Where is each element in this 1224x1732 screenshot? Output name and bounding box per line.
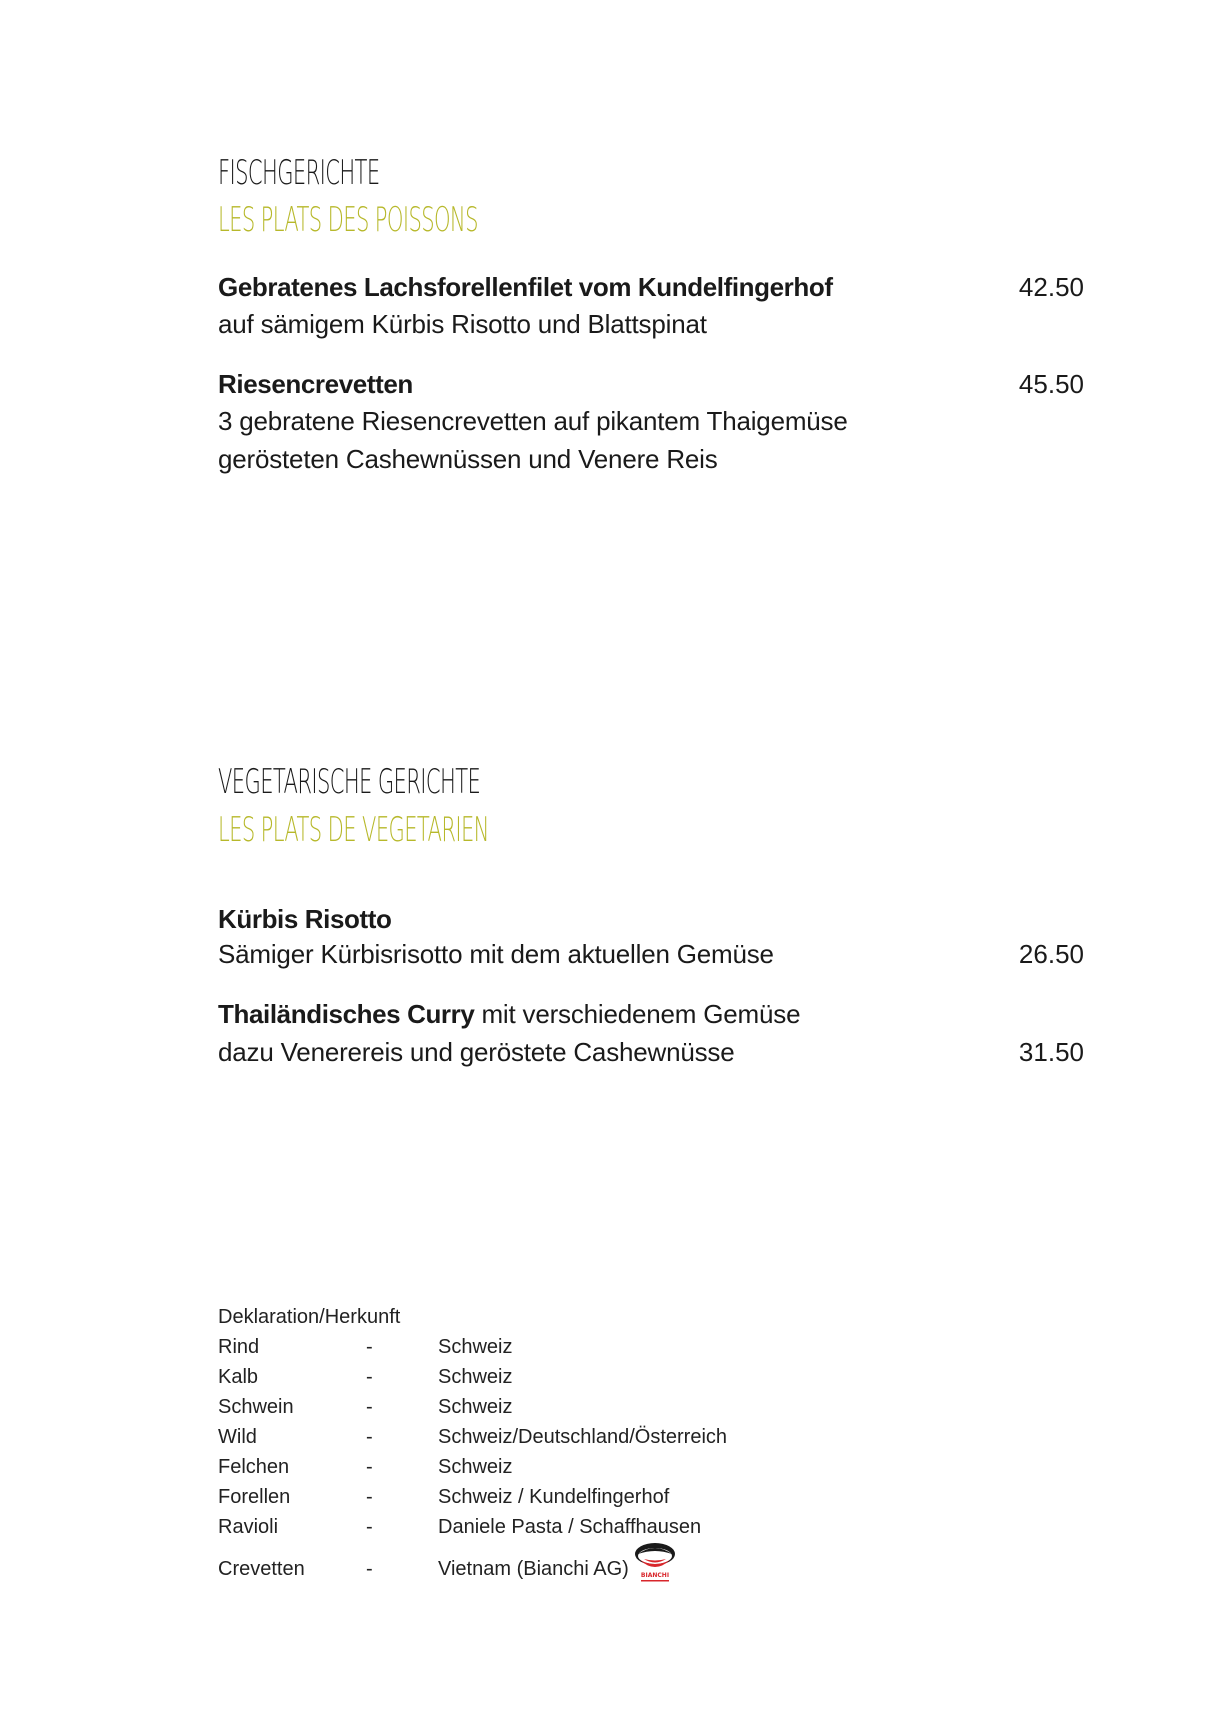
dish-name: Kürbis Risotto xyxy=(218,904,392,934)
declaration-item: Wild xyxy=(218,1426,257,1448)
dish-description: 3 gebratene Riesencrevetten auf pikantem Thaigemüse xyxy=(218,406,848,436)
dish-name-suffix: mit verschiedenem Gemüse xyxy=(474,999,801,1029)
declaration-origin: Schweiz xyxy=(438,1456,513,1478)
section-title-fr: LES PLATS DES POISSONS xyxy=(218,200,478,240)
bianchi-logo xyxy=(632,1540,678,1584)
declaration-separator: - xyxy=(366,1456,373,1478)
dish-name: Thailändisches Curry xyxy=(218,999,475,1029)
dish-description: gerösteten Cashewnüssen und Venere Reis xyxy=(218,444,718,474)
declaration-row xyxy=(218,1332,513,1362)
dish-price: 42.50 xyxy=(1018,272,1084,302)
dish-name: Riesencrevetten xyxy=(218,369,413,399)
declaration-separator: - xyxy=(366,1336,373,1358)
declaration-row xyxy=(218,1554,629,1584)
dish-price: 31.50 xyxy=(1018,1037,1084,1067)
declaration-origin: Schweiz / Kundelfingerhof xyxy=(438,1486,670,1508)
declaration-separator: - xyxy=(366,1558,373,1580)
dish-description: auf sämigem Kürbis Risotto und Blattspinat xyxy=(218,309,707,339)
declaration-item: Crevetten xyxy=(218,1558,305,1580)
dish-name: Gebratenes Lachsforellenfilet vom Kundelfingerhof xyxy=(218,272,833,302)
declaration-heading: Deklaration/Herkunft xyxy=(218,1306,401,1328)
declaration-origin: Schweiz xyxy=(438,1336,513,1358)
declaration-row xyxy=(218,1512,702,1542)
declaration-item: Felchen xyxy=(218,1456,290,1478)
declaration-table xyxy=(218,1302,728,1584)
dish-description: Sämiger Kürbisrisotto mit dem aktuellen Gemüse xyxy=(218,939,774,969)
declaration-origin: Schweiz/Deutschland/Österreich xyxy=(438,1426,728,1448)
declaration-item: Forellen xyxy=(218,1486,291,1508)
declaration-row xyxy=(218,1422,728,1452)
declaration-item: Rind xyxy=(218,1336,260,1358)
declaration-row xyxy=(218,1392,513,1422)
declaration-row xyxy=(218,1362,513,1392)
declaration-separator: - xyxy=(366,1396,373,1418)
dish-price: 45.50 xyxy=(1018,369,1084,399)
declaration-item: Schwein xyxy=(218,1396,294,1418)
section-title-de: VEGETARISCHE GERICHTE xyxy=(218,762,481,802)
declaration-separator: - xyxy=(366,1516,373,1538)
declaration-origin: Vietnam (Bianchi AG) xyxy=(438,1558,629,1580)
declaration-item: Ravioli xyxy=(218,1516,279,1538)
declaration-item: Kalb xyxy=(218,1366,259,1388)
declaration-origin: Schweiz xyxy=(438,1366,513,1388)
declaration-separator: - xyxy=(366,1366,373,1388)
declaration-separator: - xyxy=(366,1486,373,1508)
section-title-de: FISCHGERICHTE xyxy=(218,153,380,193)
section-title-fr: LES PLATS DE VEGETARIEN xyxy=(218,810,489,850)
dish-line xyxy=(218,995,800,1033)
declaration-origin: Schweiz xyxy=(438,1396,513,1418)
declaration-separator: - xyxy=(366,1426,373,1448)
declaration-row xyxy=(218,1482,670,1512)
declaration-row xyxy=(218,1452,513,1482)
dish-description: dazu Venerereis und geröstete Cashewnüsse xyxy=(218,1037,735,1067)
dish-price: 26.50 xyxy=(1018,939,1084,969)
svg-text:BIANCHI: BIANCHI xyxy=(640,1572,670,1579)
declaration-origin: Daniele Pasta / Schaffhausen xyxy=(438,1516,702,1538)
bianchi-logo-icon xyxy=(632,1540,678,1584)
